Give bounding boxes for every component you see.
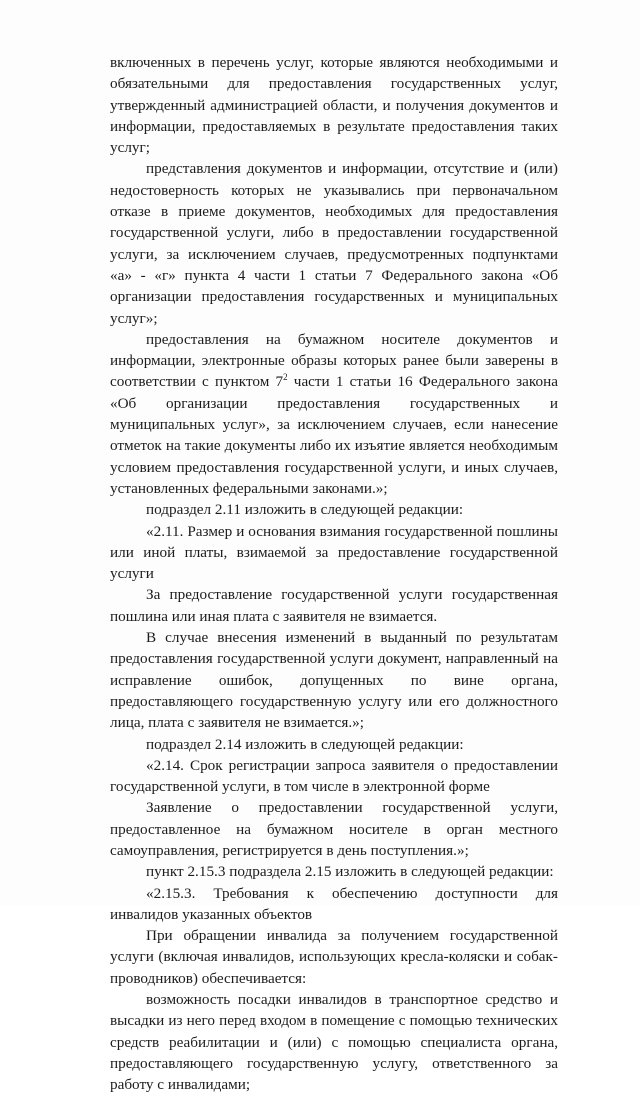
paragraph: пункт 2.15.3 подраздела 2.15 изложить в следующей редакции: bbox=[146, 863, 554, 881]
paragraph: представления документов и информации, отсутствие и (или) недостоверность которых не указывались при первоначальном отказе в приеме документов, необходимых для предоставления государственной услуги, либо в предоставлении государственной услуги, за исключением случаев, предусмотренных подпунктами «а» - «г» пункта 4 части 1 статьи 7 Федерального закона «Об организации предоставления государственных и муниципальных услуг»; bbox=[110, 160, 558, 327]
paragraph: включенных в перечень услуг, которые являются необходимыми и обязательными для предоставления государственных услуг, утвержденный администрацией области, и получения документов и информации, предоставляемых в результате предоставления таких услуг; bbox=[110, 54, 558, 157]
document-body bbox=[110, 52, 558, 1096]
paragraph: подраздел 2.11 изложить в следующей редакции: bbox=[146, 501, 464, 519]
paragraph-text: части 1 статьи 16 Федерального закона «Об организации предоставления государственных и муниципальных услуг», за исключением случаев, если нанесение отметок на такие документы либо их изъятие является необходимым условием предоставления государственной услуги, и иных случаев, установленных федеральными законами.»; bbox=[110, 373, 558, 497]
paragraph: «2.11. Размер и основания взимания государственной пошлины или иной платы, взимаемой за предоставление государственной услуги bbox=[110, 522, 558, 583]
superscript: 2 bbox=[283, 372, 288, 383]
paragraph: За предоставление государственной услуги государственная пошлина или иная плата с заявителя не взимается. bbox=[110, 586, 558, 625]
paragraph: «2.14. Срок регистрации запроса заявителя о предоставлении государственной услуги, в том числе в электронной форме bbox=[110, 756, 558, 796]
paragraph: В случае внесения изменений в выданный по результатам предоставления государственной услуги документ, направленный на исправление ошибок, допущенных по вине органа, предоставляющего государственную услугу или его должностного лица, плата с заявителя не взимается.»; bbox=[110, 629, 558, 732]
paragraph: возможность посадки инвалидов в транспортное средство и высадки из него перед входом в помещение с помощью технических средств реабилитации и (или) с помощью специалиста органа, предоставляющего государственную услугу, ответственного за работу с инвалидами; bbox=[110, 991, 558, 1094]
paragraph: «2.15.3. Требования к обеспечению доступности для инвалидов указанных объектов bbox=[110, 884, 558, 923]
paragraph: При обращении инвалида за получением государственной услуги (включая инвалидов, использующих кресла-коляски и собак-проводников) обеспечивается: bbox=[110, 927, 558, 987]
paragraph: Заявление о предоставлении государственной услуги, предоставленное на бумажном носителе в орган местного самоуправления, регистрируется в день поступления.»; bbox=[110, 799, 558, 859]
paragraph bbox=[110, 329, 558, 499]
paragraph: подраздел 2.14 изложить в следующей редакции: bbox=[146, 735, 464, 753]
paragraph-text: предоставления на бумажном носителе документов и информации, электронные образы которых ранее были заверены в соответствии с пунктом 7 bbox=[110, 330, 558, 391]
